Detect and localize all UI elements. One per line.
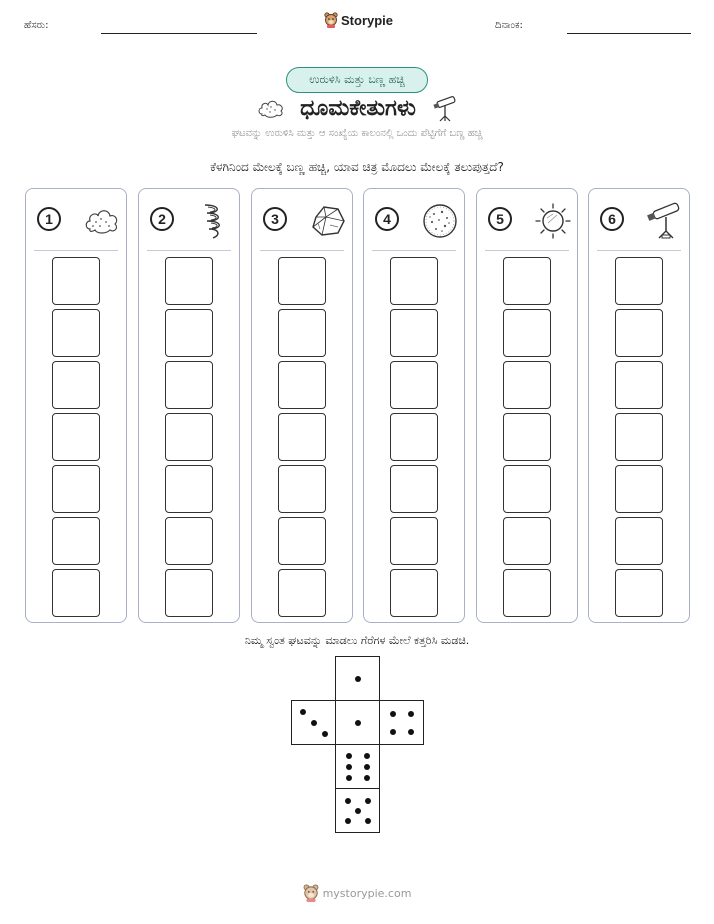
color-box[interactable] — [278, 569, 326, 617]
subtitle: ಘಟವನ್ನು ಉರುಳಿಸಿ ಮತ್ತು ಆ ಸಂಖ್ಯೆಯ ಕಾಲಂನಲ್ಲಿ ಒಂದು ಪೆಟ್ಟಿಗೆಗೆ ಬಣ್ಣ ಹಚ್ಚಿ — [231, 128, 483, 139]
dust-cloud-icon — [256, 96, 286, 120]
column-header — [477, 189, 577, 249]
color-box[interactable] — [615, 569, 663, 617]
color-box[interactable] — [165, 257, 213, 305]
date-label: ದಿನಾಂಕ: — [495, 20, 523, 31]
column-header — [252, 189, 352, 249]
die-pip — [364, 775, 370, 781]
color-box[interactable] — [278, 309, 326, 357]
brand-name: Storypie — [341, 12, 394, 28]
die-pip — [345, 798, 351, 804]
die-pip — [365, 798, 371, 804]
color-box[interactable] — [165, 413, 213, 461]
die-face — [335, 700, 380, 745]
column-2 — [138, 188, 240, 623]
dust-cloud-icon — [82, 201, 122, 241]
color-box[interactable] — [52, 569, 100, 617]
color-box[interactable] — [615, 361, 663, 409]
telescope-icon — [645, 201, 685, 241]
color-box[interactable] — [615, 413, 663, 461]
sun-icon — [533, 201, 573, 241]
column-number: 3 — [263, 207, 287, 231]
die-pip — [346, 753, 352, 759]
die-pip — [355, 808, 361, 814]
color-box[interactable] — [615, 465, 663, 513]
color-box[interactable] — [390, 309, 438, 357]
color-box[interactable] — [615, 517, 663, 565]
column-divider — [485, 250, 569, 251]
color-box[interactable] — [52, 413, 100, 461]
telescope-icon — [430, 94, 458, 122]
color-box[interactable] — [165, 309, 213, 357]
color-box[interactable] — [278, 257, 326, 305]
die-pip — [364, 753, 370, 759]
color-box[interactable] — [165, 361, 213, 409]
die-face — [379, 700, 424, 745]
comet-nucleus-icon — [420, 201, 460, 241]
page-title: ಧೂಮಕೇತುಗಳು — [300, 95, 416, 121]
color-box[interactable] — [165, 465, 213, 513]
color-box[interactable] — [503, 569, 551, 617]
die-face — [291, 700, 336, 745]
bear-logo-icon — [324, 12, 338, 28]
color-box[interactable] — [165, 517, 213, 565]
color-box[interactable] — [503, 517, 551, 565]
activity-tag: ಉರುಳಿಸಿ ಮತ್ತು ಬಣ್ಣ ಹಚ್ಚಿ — [286, 67, 428, 93]
color-box[interactable] — [390, 257, 438, 305]
die-pip — [408, 711, 414, 717]
color-box[interactable] — [503, 257, 551, 305]
color-box[interactable] — [278, 517, 326, 565]
brand-logo — [324, 12, 393, 28]
column-6 — [588, 188, 690, 623]
column-number: 1 — [37, 207, 61, 231]
column-divider — [34, 250, 118, 251]
color-box[interactable] — [52, 309, 100, 357]
column-header — [26, 189, 126, 249]
die-pip — [311, 720, 317, 726]
color-box[interactable] — [390, 569, 438, 617]
name-line[interactable] — [101, 33, 257, 34]
worksheet-header — [0, 0, 714, 50]
column-divider — [147, 250, 231, 251]
comet-tail-icon — [195, 201, 235, 241]
die-face — [335, 744, 380, 789]
column-1 — [25, 188, 127, 623]
column-header — [139, 189, 239, 249]
die-face — [335, 656, 380, 701]
color-box[interactable] — [390, 465, 438, 513]
column-number: 4 — [375, 207, 399, 231]
die-pip — [408, 729, 414, 735]
color-box[interactable] — [52, 257, 100, 305]
color-box[interactable] — [390, 413, 438, 461]
die-pip — [346, 775, 352, 781]
color-box[interactable] — [390, 517, 438, 565]
color-box[interactable] — [278, 361, 326, 409]
die-face — [335, 788, 380, 833]
column-divider — [372, 250, 456, 251]
color-box[interactable] — [615, 309, 663, 357]
color-box[interactable] — [278, 413, 326, 461]
die-pip — [364, 764, 370, 770]
color-box[interactable] — [503, 361, 551, 409]
die-pip — [355, 720, 361, 726]
question-text: ಕೆಳಗಿನಿಂದ ಮೇಲಕ್ಕೆ ಬಣ್ಣ ಹಚ್ಚಿ, ಯಾವ ಚಿತ್ರ ಮೊದಲು ಮೇಲಕ್ಕೆ ತಲುಪುತ್ತದೆ? — [210, 160, 504, 174]
column-divider — [597, 250, 681, 251]
title-row — [0, 92, 714, 124]
column-number: 5 — [488, 207, 512, 231]
color-box[interactable] — [52, 517, 100, 565]
column-3 — [251, 188, 353, 623]
column-number: 6 — [600, 207, 624, 231]
die-pip — [390, 711, 396, 717]
color-box[interactable] — [52, 361, 100, 409]
column-divider — [260, 250, 344, 251]
die-pip — [346, 764, 352, 770]
color-box[interactable] — [503, 309, 551, 357]
die-pip — [300, 709, 306, 715]
color-box[interactable] — [503, 465, 551, 513]
color-box[interactable] — [278, 465, 326, 513]
column-number: 2 — [150, 207, 174, 231]
column-header — [364, 189, 464, 249]
color-box[interactable] — [390, 361, 438, 409]
die-pip — [322, 731, 328, 737]
cutout-instruction: ನಿಮ್ಮ ಸ್ವಂತ ಘಟವನ್ನು ಮಾಡಲು ಗೆರೆಗಳ ಮೇಲೆ ಕತ್ತರಿಸಿ ಮಡಚಿ. — [244, 634, 470, 647]
footer-url[interactable]: mystorypie.com — [322, 886, 412, 900]
column-5 — [476, 188, 578, 623]
color-box[interactable] — [615, 257, 663, 305]
column-4 — [363, 188, 465, 623]
column-header — [589, 189, 689, 249]
die-pip — [390, 729, 396, 735]
die-pip — [355, 676, 361, 682]
color-box[interactable] — [165, 569, 213, 617]
color-box[interactable] — [503, 413, 551, 461]
date-line[interactable] — [567, 33, 691, 34]
bear-logo-icon — [303, 884, 319, 902]
footer — [0, 884, 714, 902]
color-box[interactable] — [52, 465, 100, 513]
name-label: ಹೆಸರು: — [24, 20, 49, 31]
die-pip — [345, 818, 351, 824]
rock-icon — [308, 201, 348, 241]
die-pip — [365, 818, 371, 824]
